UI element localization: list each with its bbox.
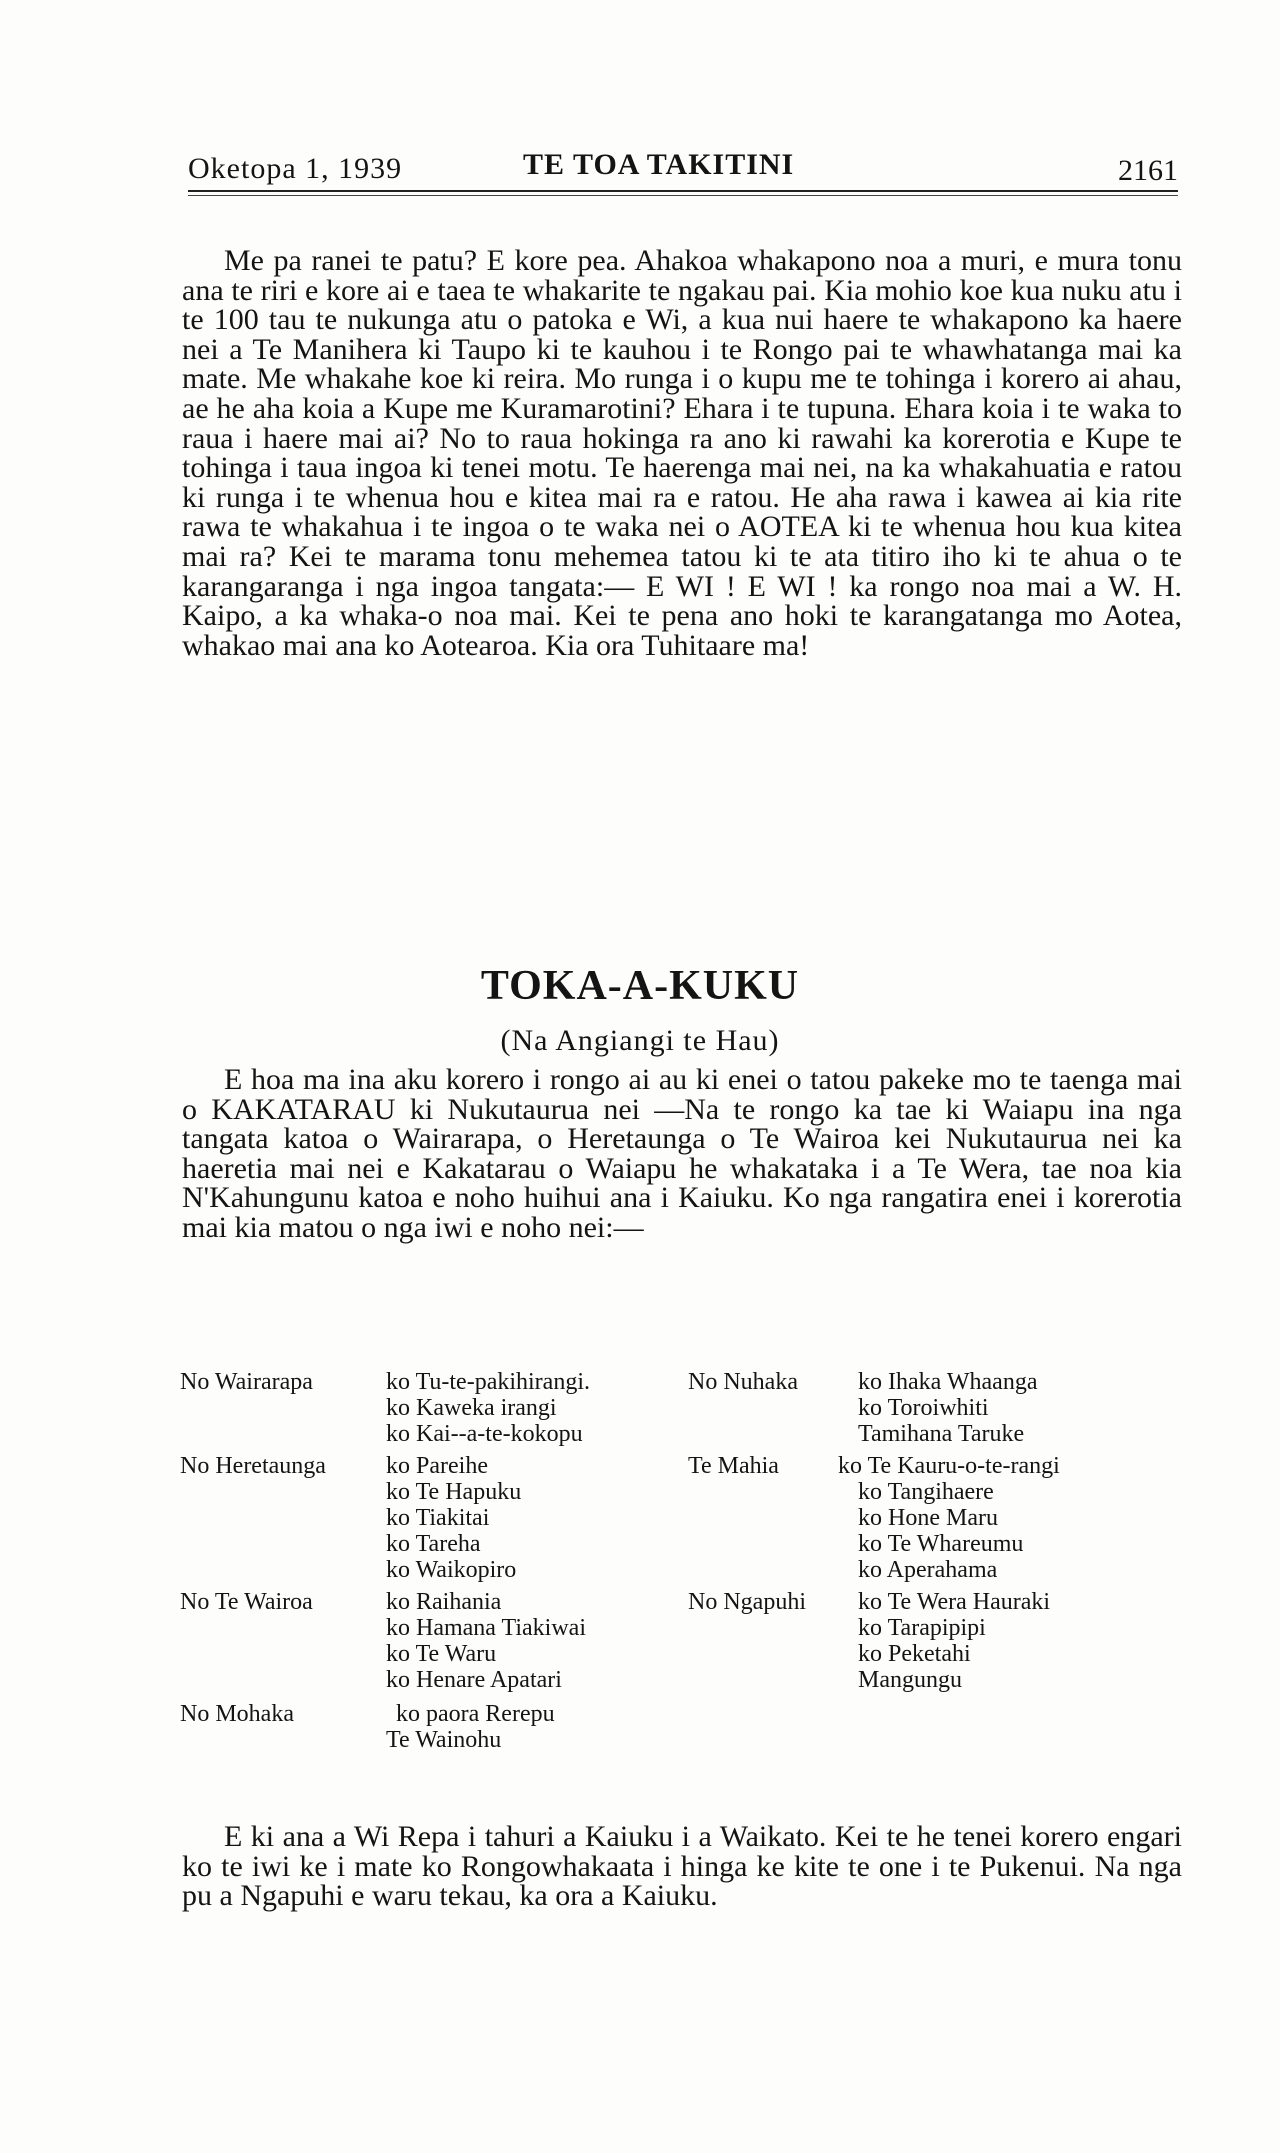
section-title: TOKA-A-KUKU <box>480 963 800 1009</box>
tribe-name: Te Mahia <box>688 1453 779 1479</box>
chief-name: ko Raihania <box>386 1589 502 1615</box>
chief-name: ko Te Wera Hauraki <box>858 1589 1051 1615</box>
chief-name: ko Te Whareumu <box>858 1531 1024 1557</box>
chief-name: Tamihana Taruke <box>858 1421 1025 1447</box>
chief-name: ko Tarapipipi <box>858 1615 986 1641</box>
intro-paragraph: E hoa ma ina aku korero i rongo ai au ki enei o tatou pakeke mo te taenga mai o KAKATARAU ki Nukutaurua nei —Na te rongo ka tae ki Waiapu ina nga tangata katoa o Wairarapa, o Heretaunga o Te Wairoa kei Nukutaurua nei ka haeretia mai nei e Kakatarau o Waiapu he whakataka i a Te Wera, tae noa kia N'Kahungunu katoa e noho huihui ana i Kaiuku. Ko nga rangatira enei i korerotia mai kia matou o nga iwi e noho nei:— <box>182 1063 1182 1244</box>
tribe-name: No Ngapuhi <box>688 1589 806 1615</box>
chief-name: Mangungu <box>858 1667 962 1693</box>
chief-name: ko Tu-te-pakihirangi. <box>386 1369 590 1395</box>
chief-name: ko Kai--a-te-kokopu <box>386 1421 583 1447</box>
chief-name: ko Tareha <box>386 1531 481 1557</box>
chief-name: ko Te Kauru-o-te-rangi <box>838 1453 1060 1479</box>
chief-name: ko Kaweka irangi <box>386 1395 557 1421</box>
running-header <box>188 148 1178 192</box>
header-rule-thin <box>188 195 1178 196</box>
chiefs-roster <box>180 1370 1190 1810</box>
tribe-name: No Nuhaka <box>688 1369 798 1395</box>
chief-name: ko Henare Apatari <box>386 1667 562 1693</box>
chief-name: ko Tiakitai <box>386 1505 490 1531</box>
letter-paragraph: Me pa ranei te patu? E kore pea. Ahakoa whakapono noa a muri, e mura tonu ana te riri e kore ai e taea te whakarite te ngakau pai. Kia mohio koe kua nuku atu i te 100 tau te nukunga atu o patoka e Wi, a kua nui haere te whakapono ka haere nei a Te Manihera ki Taupo ki te kauhou i te Rongo pai te whawhatanga mai ka mate. Me whakahe koe ki reira. Mo runga i o kupu me te tohinga i korero ai ahau, ae he aha koia a Kupe me Kuramarotini? Ehara i te tupuna. Ehara koia i te waka to raua i haere mai ai? No to raua hokinga ra ano ki rawahi ka korerotia e Kupe te tohinga i taua ingoa ki tenei motu. Te haerenga mai nei, na ka whakahuatia e ratou ki runga i te whenua hou e kitea mai ra e ratou. He aha rawa i kawea ai kia rite rawa te whakahua i te ingoa o te waka nei o AOTEA ki te whenua hou kua kitea mai ra? Kei te marama tonu mehemea tatou ki te ata titiro iho ki te ahua o te karangaranga i nga ingoa tangata:— E WI ! E WI ! ka rongo noa mai a W. H. Kaipo, a ka whaka-o noa mai. Kei te pena ano hoki te karangatanga mo Aotea, whakao mai ana ko Aotearoa. Kia ora Tuhitaare ma! <box>182 244 1182 662</box>
chief-name: ko Tangihaere <box>858 1479 994 1505</box>
chief-name: ko Pareihe <box>386 1453 488 1479</box>
tribe-name: No Mohaka <box>180 1701 294 1727</box>
tribe-name: No Heretaunga <box>180 1453 326 1479</box>
chief-name: ko Ihaka Whaanga <box>858 1369 1038 1395</box>
section-byline: (Na Angiangi te Hau) <box>500 1024 780 1057</box>
tribe-name: No Wairarapa <box>180 1369 313 1395</box>
closing-paragraph: E ki ana a Wi Repa i tahuri a Kaiuku i a Waikato. Kei te he tenei korero engari ko te iwi ke i mate ko Rongowhakaata i hinga ke kite te one i te Pukenui. Na nga pu a Ngapuhi e waru tekau, ka ora a Kaiuku. <box>182 1820 1182 1913</box>
chief-name: ko Hone Maru <box>858 1505 998 1531</box>
chief-name: Te Wainohu <box>386 1727 502 1753</box>
publication-title: TE TOA TAKITINI <box>523 148 795 181</box>
chief-name: ko Peketahi <box>858 1641 971 1667</box>
chief-name: ko Te Hapuku <box>386 1479 522 1505</box>
header-rule <box>188 190 1178 192</box>
chief-name: ko paora Rerepu <box>396 1701 555 1727</box>
chief-name: ko Toroiwhiti <box>858 1395 989 1421</box>
page-number: 2161 <box>1118 154 1178 187</box>
chief-name: ko Hamana Tiakiwai <box>386 1615 586 1641</box>
chief-name: ko Te Waru <box>386 1641 497 1667</box>
chief-name: ko Aperahama <box>858 1557 998 1583</box>
issue-date: Oketopa 1, 1939 <box>188 152 403 185</box>
tribe-name: No Te Wairoa <box>180 1589 313 1615</box>
chief-name: ko Waikopiro <box>386 1557 517 1583</box>
